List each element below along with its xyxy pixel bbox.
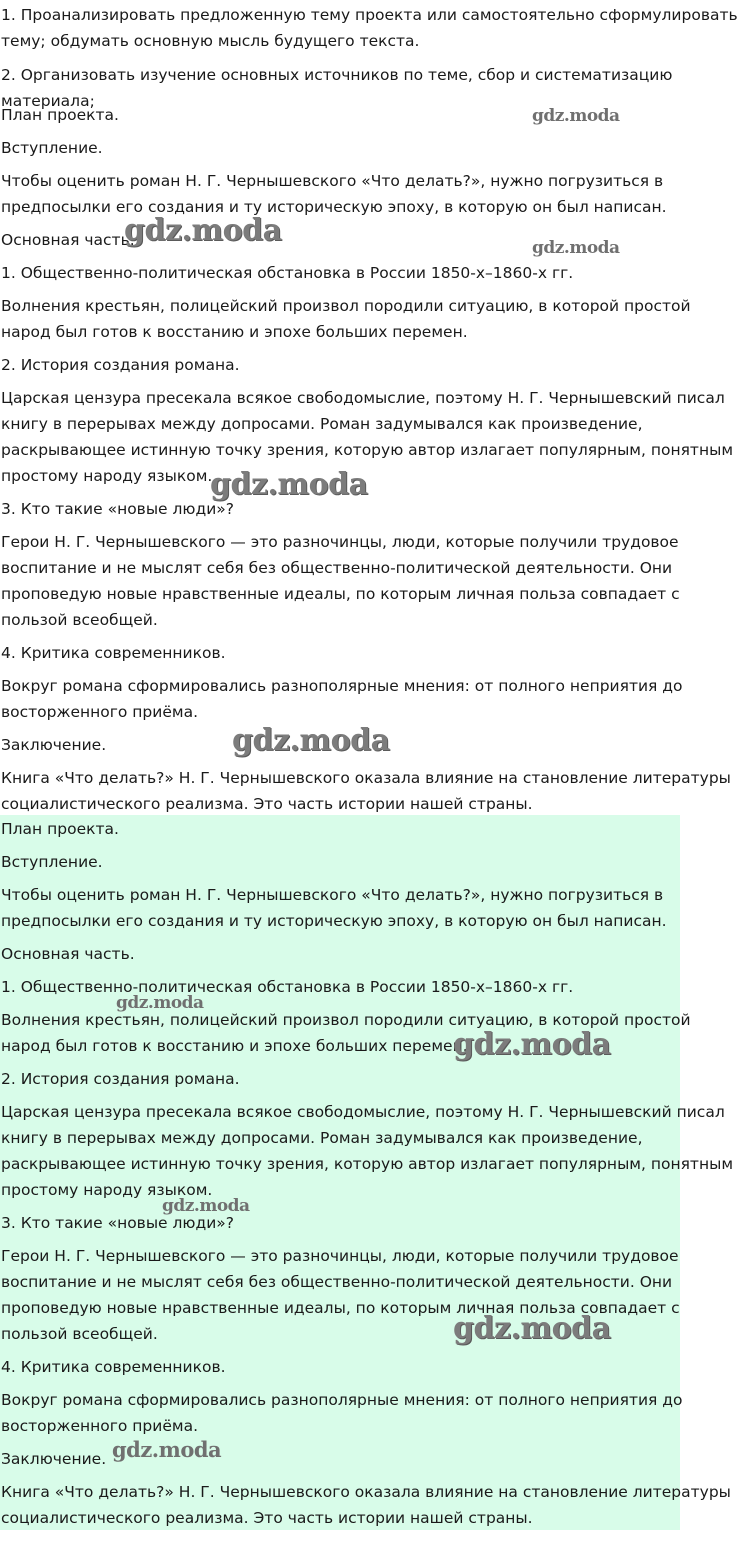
section-1-text-line: народ был готов к восстанию и эпохе больших перемен. [1,323,468,341]
section-1-heading: 1. Общественно-политическая обстановка в России 1850-х–1860-х гг. [1,264,574,282]
intro-steps [0,2,738,54]
section-4-text-line: Вокруг романа сформировались разнополярные мнения: от полного неприятия до [1,1391,683,1409]
step-1-line-2: тему; обдумать основную мысль будущего текста. [1,32,420,50]
watermark-logo: gdz.moda [210,467,368,502]
section-3-text-line: проповедую новые нравственные идеалы, по которым личная польза совпадает с [1,585,680,603]
section-4-heading: 4. Критика современников. [1,644,226,662]
plan-white [0,102,734,817]
watermark-logo: gdz.moda [453,1311,611,1346]
section-3-text-line: воспитание и не мыслят себя без общественно-политической деятельности. Они [1,1273,673,1291]
section-2-heading: 2. История создания романа. [1,1070,240,1088]
conclusion-text-line: социалистического реализма. Это часть истории нашей страны. [1,795,533,813]
intro-text-line: Чтобы оценить роман Н. Г. Чернышевского «Что делать?», нужно погрузиться в [1,172,664,190]
section-4-text-line: восторженного приёма. [1,1417,198,1435]
section-4-text-line: восторженного приёма. [1,703,198,721]
watermark-logo: gdz.moda [532,106,620,126]
plan-green [0,816,734,1531]
section-2-text-line: раскрывающее истинную точку зрения, которую автор излагает популярным, понятным [1,1155,734,1173]
watermark-logo: gdz.moda [162,1196,250,1216]
section-3-text-line: воспитание и не мыслят себя без общественно-политической деятельности. Они [1,559,673,577]
intro-text-line: предпосылки его создания и ту историческую эпоху, в которую он был написан. [1,912,667,930]
section-3-heading: 3. Кто такие «новые люди»? [1,500,234,518]
conclusion-text-line: Книга «Что делать?» Н. Г. Чернышевского оказала влияние на становление литературы [1,1483,731,1501]
conclusion-text-line: Книга «Что делать?» Н. Г. Чернышевского оказала влияние на становление литературы [1,769,731,787]
conclusion-text-line: социалистического реализма. Это часть истории нашей страны. [1,1509,533,1527]
section-1-text-line: Волнения крестьян, полицейский произвол породили ситуацию, в которой простой [1,1011,691,1029]
section-2-text-line: раскрывающее истинную точку зрения, которую автор излагает популярным, понятным [1,441,734,459]
section-3-text-line: Герои Н. Г. Чернышевского — это разночинцы, люди, которые получили трудовое [1,533,679,551]
intro-text-line: предпосылки его создания и ту историческую эпоху, в которую он был написан. [1,198,667,216]
step-1-line-1: 1. Проанализировать предложенную тему проекта или самостоятельно сформулировать [1,6,738,24]
section-2-heading: 2. История создания романа. [1,356,240,374]
intro-text-line: Чтобы оценить роман Н. Г. Чернышевского «Что делать?», нужно погрузиться в [1,886,664,904]
section-1-text-line: Волнения крестьян, полицейский произвол породили ситуацию, в которой простой [1,297,691,315]
section-3-text-line: пользой всеобщей. [1,1325,158,1343]
intro-heading: Вступление. [1,853,103,871]
section-3-heading: 3. Кто такие «новые люди»? [1,1214,234,1232]
section-2-text-line: Царская цензура пресекала всякое свободомыслие, поэтому Н. Г. Чернышевский писал [1,389,725,407]
section-3-text-line: пользой всеобщей. [1,611,158,629]
step-2-clipped [0,66,680,110]
watermark-logo: gdz.moda [116,993,204,1013]
section-2-text-line: Царская цензура пресекала всякое свободомыслие, поэтому Н. Г. Чернышевский писал [1,1103,725,1121]
conclusion-heading: Заключение. [1,1450,107,1468]
main-heading: Основная часть. [1,231,135,249]
watermark-logo: gdz.moda [532,238,620,258]
section-2-text-line: книгу в перерывах между допросами. Роман задумывался как произведение, [1,1129,643,1147]
watermark-logo: gdz.moda [124,213,282,248]
main-heading: Основная часть. [1,945,135,963]
intro-heading: Вступление. [1,139,103,157]
section-4-text-line: Вокруг романа сформировались разнополярные мнения: от полного неприятия до [1,677,683,695]
watermark-logo: gdz.moda [112,1437,222,1462]
plan-title: План проекта. [1,106,119,124]
watermark-logo: gdz.moda [453,1027,611,1062]
section-1-heading: 1. Общественно-политическая обстановка в России 1850-х–1860-х гг. [1,978,574,996]
section-1-text-line: народ был готов к восстанию и эпохе больших перемен. [1,1037,468,1055]
section-2-text-line: книгу в перерывах между допросами. Роман задумывался как произведение, [1,415,643,433]
plan-title: План проекта. [1,820,119,838]
step-2-line-1: 2. Организовать изучение основных источников по теме, сбор и систематизацию [1,66,673,84]
section-3-text-line: проповедую новые нравственные идеалы, по которым личная польза совпадает с [1,1299,680,1317]
section-2-text-line: простому народу языком. [1,467,213,485]
section-4-heading: 4. Критика современников. [1,1358,226,1376]
watermark-logo: gdz.moda [232,723,390,758]
step-2-line-2: материала; [1,92,95,110]
section-3-text-line: Герои Н. Г. Чернышевского — это разночинцы, люди, которые получили трудовое [1,1247,679,1265]
section-2-text-line: простому народу языком. [1,1181,213,1199]
conclusion-heading: Заключение. [1,736,107,754]
